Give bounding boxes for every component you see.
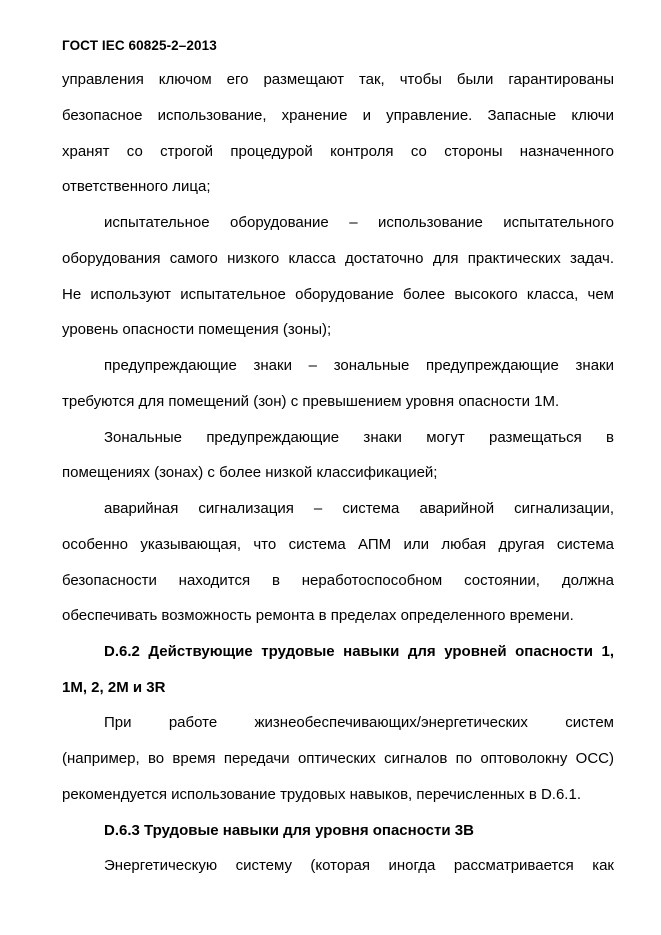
- section-heading-d-6-2: D.6.2 Действующие трудовые навыки для уровней опасности 1,: [104, 643, 614, 660]
- section-heading-d-6-2-continued: 1M, 2, 2M и 3R: [62, 679, 166, 696]
- text-line: оборудования самого низкого класса достаточно для практических задач.: [62, 250, 614, 267]
- text-line: помещениях (зонах) с более низкой классификацией;: [62, 464, 438, 481]
- paragraph-start-line: Энергетическую систему (которая иногда рассматривается как: [104, 857, 614, 874]
- text-line: рекомендуется использование трудовых навыков, перечисленных в D.6.1.: [62, 786, 581, 803]
- text-line: особенно указывающая, что система АПМ или любая другая система: [62, 536, 614, 553]
- paragraph-start-line: испытательное оборудование – использование испытательного: [104, 214, 614, 231]
- text-line: хранят со строгой процедурой контроля со стороны назначенного: [62, 143, 614, 160]
- text-line: безопасное использование, хранение и управление. Запасные ключи: [62, 107, 614, 124]
- text-line: (например, во время передачи оптических сигналов по оптоволокну ОСС): [62, 750, 614, 767]
- paragraph-start-line: При работе жизнеобеспечивающих/энергетических систем: [104, 714, 614, 731]
- document-header: ГОСТ IEC 60825-2–2013: [62, 38, 217, 53]
- text-line: управления ключом его размещают так, чтобы были гарантированы: [62, 71, 614, 88]
- text-line: уровень опасности помещения (зоны);: [62, 321, 332, 338]
- text-line: ответственного лица;: [62, 178, 211, 195]
- text-line: Не используют испытательное оборудование более высокого класса, чем: [62, 286, 614, 303]
- paragraph-start-line: аварийная сигнализация – система аварийной сигнализации,: [104, 500, 614, 517]
- text-line: обеспечивать возможность ремонта в пределах определенного времени.: [62, 607, 574, 624]
- section-heading-d-6-3: D.6.3 Трудовые навыки для уровня опасности 3B: [104, 822, 474, 839]
- paragraph-start-line: Зональные предупреждающие знаки могут размещаться в: [104, 429, 614, 446]
- paragraph-start-line: предупреждающие знаки – зональные предупреждающие знаки: [104, 357, 614, 374]
- text-line: требуются для помещений (зон) с превышением уровня опасности 1М.: [62, 393, 560, 410]
- text-line: безопасности находится в неработоспособном состоянии, должна: [62, 572, 614, 589]
